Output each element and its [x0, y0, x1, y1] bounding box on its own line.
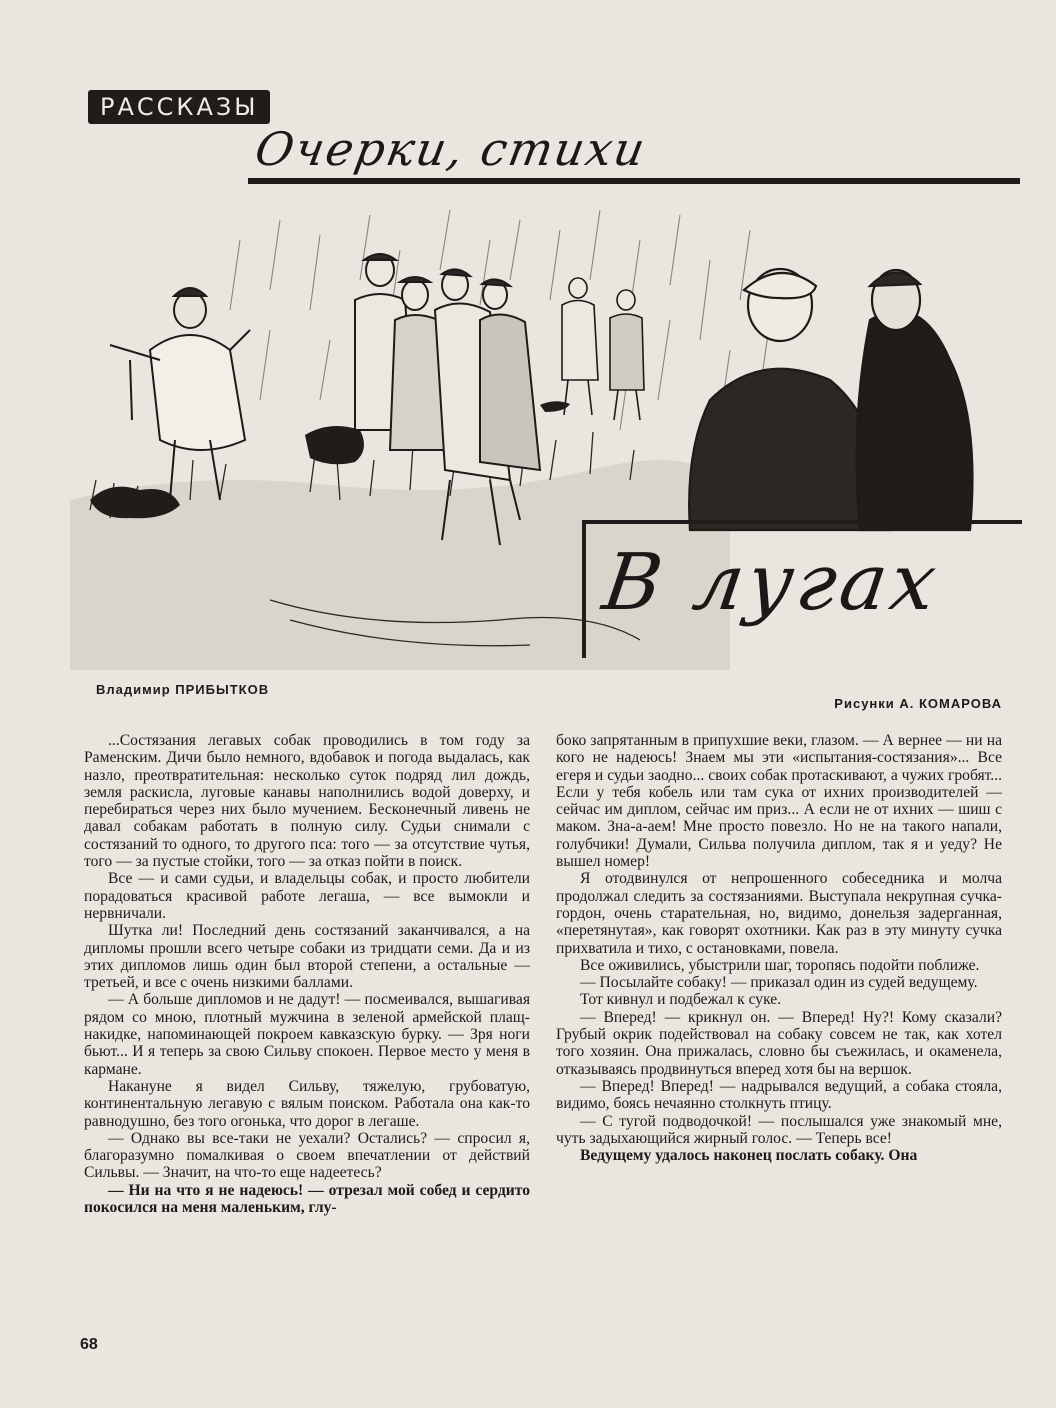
page-number: 68	[80, 1336, 98, 1353]
paragraph: Все оживились, убыстрили шаг, торопясь подойти поближе.	[580, 956, 980, 974]
paragraph: — С тугой подводочкой! — послышался уже знакомый мне, чуть задыхающийся жирный голос. — Теперь все!	[556, 1112, 1002, 1147]
rubric-rule	[248, 178, 1020, 184]
text-column-left	[84, 732, 530, 1216]
paragraph: Я отодвинулся от непрошенного собеседника и молча продолжал следить за состязаниями. Выступала некрупная сучка-гордон, очень старательная, но, видимо, донельзя задерганная, «перетянутая», как говорят охотники. Как раз в эту минуту сучка прихватила и тихо, с остановками, повела.	[556, 870, 1002, 957]
title-frame-vertical-rule	[582, 520, 586, 658]
paragraph: Все — и сами судьи, и владельцы собак, и просто любители порадоваться красивой работе легаша, — все вымокли и нервничали.	[84, 870, 530, 922]
story-title: В лугах	[597, 538, 946, 628]
paragraph: — Вперед! Вперед! — надрывался ведущий, а собака стояла, видимо, боясь нечаянно столкнуть птицу.	[556, 1077, 1002, 1113]
paragraph: Накануне я видел Сильву, тяжелую, грубоватую, континентальную легавую с вялым поиском. Работала она как-то равнодушно, без того огонька, что дорог в легаше.	[84, 1077, 530, 1130]
paragraph: — Посылайте собаку! — приказал один из судей ведущему.	[580, 974, 978, 992]
paragraph: — Ни на что я не надеюсь! — отрезал мой собед и сердито покосился на меня маленьким, глу-	[84, 1181, 530, 1217]
paragraph: Тот кивнул и подбежал к суке.	[580, 991, 782, 1009]
section-rubric	[88, 86, 1020, 196]
paragraph: ...Состязания легавых собак проводились в том году за Раменским. Дичи было немного, вдобавок и погода выдалась, как назло, преотвратительная: несколько суток подряд лил дождь, земля раскисла, луговые канавы наполнились водой доверху, и перебираться через них было мучением. Бесконечный ливень не давал собакам работать в полную силу. Судьи снимали с состязаний то одного, то другого пса: того — за отсутствие чутья, того — за пустые стойки, того — за отказ пойти в поиск.	[84, 732, 530, 871]
paragraph: — Однако вы все-таки не уехали? Остались? — спросил я, благоразумно помалкивая о своем впечатлении от действий Сильвы. — Значит, на что-то еще надеетесь?	[84, 1129, 530, 1182]
paragraph: Ведущему удалось наконец послать собаку. Она	[580, 1147, 918, 1165]
paragraph: — Вперед! — крикнул он. — Вперед! Ну?! Кому сказали? Грубый окрик подействовал на собаку совсем не так, как хотел того хозяин. Она прижалась, словно бы съежилась, и окаменела, отказываясь продвинуться вперед хотя бы на вершок.	[556, 1008, 1002, 1078]
author-byline: Владимир ПРИБЫТКОВ	[96, 682, 270, 697]
illustrator-credit: Рисунки А. КОМАРОВА	[834, 696, 1002, 711]
rubric-label: РАССКАЗЫ	[88, 90, 270, 124]
story-title-frame	[582, 520, 1030, 660]
title-frame-horizontal-rule	[582, 520, 1022, 524]
rubric-subtitle: Очерки, стихи	[251, 122, 651, 176]
paragraph: боко запрятанным в припухшие веки, глазом. — А вернее — ни на кого не надеюсь! Знаем мы эти «испытания-состязания»... Все егеря и судьи заодно... своих собак протаскивают, а чужих гробят... Если у тебя кобель или там сука от ихних производителей — сейчас им диплом, сейчас им приз... А если не от ихних — шиш с маком. Зна-а-аем! Мне просто повезло. Но не на такого напали, голубчики! Думали, Сильва получила диплом, так я и уеду? Не вышел номер!	[556, 732, 1002, 871]
paragraph: Шутка ли! Последний день состязаний заканчивался, а на дипломы прошли всего четыре собаки из тридцати семи. Да и из этих дипломов лишь один был второй степени, а остальные — третьей, и все с очень низкими баллами.	[84, 922, 530, 992]
text-column-right	[556, 732, 1002, 1164]
paragraph: — А больше дипломов и не дадут! — посмеивался, вышагивая рядом со мною, плотный мужчина в зеленой армейской плащ-накидке, напоминающей покроем кавказскую бурку. — Зря ноги бьют... И я теперь за свою Сильву спокоен. Первое место у меня в кармане.	[84, 991, 530, 1078]
